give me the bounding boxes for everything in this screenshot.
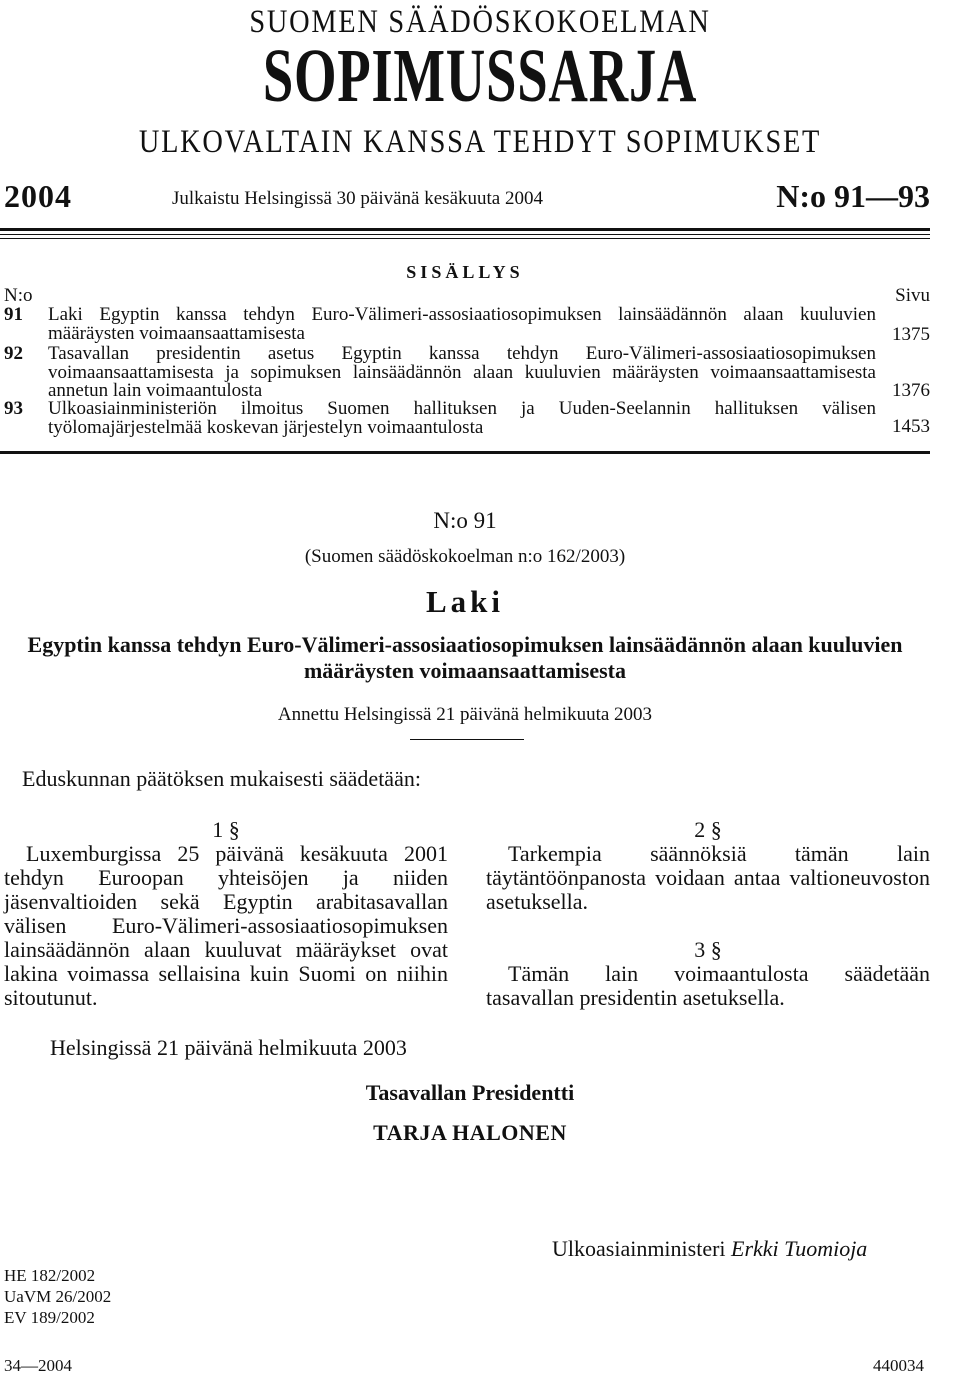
- section-text: Luxemburgissa 25 päivänä kesäkuuta 2001 tehdyn Euroopan yhteisöjen ja niiden jäsenvaltioiden sekä Egyptin arabitasavallan välisen Euro-Välimeri-assosiaatiosopimuksen lainsäädännön alaan kuuluvat määräykset ovat lakina voimassa sellaisina kuin Suomi on niihin sitoutunut.: [4, 841, 448, 1010]
- divider-rule: [0, 228, 930, 231]
- issue-numbers: N:o 91—93: [776, 178, 930, 214]
- law-given-date: Annettu Helsingissä 21 päivänä helmikuuta 2003: [277, 704, 653, 725]
- toc-entry: [0, 400, 930, 440]
- toc-entry-page: 1453: [892, 416, 930, 437]
- masthead-line1: SUOMEN SÄÄDÖSKOKOELMAN: [249, 4, 711, 40]
- minister-title: Ulkoasiainministeri: [552, 1236, 726, 1261]
- toc-column-number: N:o: [4, 285, 33, 306]
- section-text: Tarkempia säännöksiä tämän lain täytäntöönpanosta voidaan antaa valtioneuvoston asetuksella.: [486, 841, 930, 914]
- section-text: Tämän lain voimaantulosta säädetään tasavallan presidentin asetuksella.: [486, 961, 930, 1010]
- toc-entry-number: 92: [4, 343, 23, 364]
- law-title: Egyptin kanssa tehdyn Euro-Välimeri-assosiaatiosopimuksen lainsäädännön alaan kuuluvien määräysten voimaansaattamisesta: [27, 632, 903, 683]
- divider-rule: [0, 238, 930, 239]
- section-label: 1 §: [212, 817, 240, 842]
- section-label: 2 §: [694, 817, 722, 842]
- section-label: 3 §: [694, 937, 722, 962]
- footer-right: 440034: [873, 1356, 924, 1375]
- signatory-title: Tasavallan Presidentti: [365, 1080, 575, 1105]
- enactment-clause: Eduskunnan päätöksen mukaisesti säädetään:: [22, 766, 421, 791]
- section-3: [486, 938, 930, 1010]
- toc-entry-text: Ulkoasiainministeriön ilmoitus Suomen hallituksen ja Uuden-Seelannin hallituksen välisen työlomajärjestelmää koskevan järjestelyn voimaantulosta: [48, 398, 876, 438]
- toc-entry: [0, 345, 930, 403]
- signatory-name: TARJA HALONEN: [373, 1120, 567, 1145]
- reference-item: HE 182/2002: [4, 1266, 96, 1285]
- toc-title: SISÄLLYS: [406, 262, 524, 282]
- toc-entry-text: Laki Egyptin kanssa tehdyn Euro-Välimeri-assosiaatiosopimuksen lainsäädännön alaan kuuluvien määräysten voimaansaattamisesta: [48, 304, 876, 344]
- reference-item: EV 189/2002: [4, 1308, 95, 1327]
- law-reference: (Suomen säädöskokoelman n:o 162/2003): [304, 546, 626, 567]
- masthead-line3: ULKOVALTAIN KANSSA TEHDYT SOPIMUKSET: [138, 124, 822, 160]
- toc-entry-number: 93: [4, 398, 23, 419]
- toc-column-page: Sivu: [895, 285, 930, 306]
- legislative-references: [4, 1265, 111, 1328]
- footer-left: 34—2004: [4, 1356, 72, 1375]
- section-2: [486, 818, 930, 914]
- issue-year: 2004: [4, 178, 72, 214]
- section-1: [4, 818, 448, 1010]
- reference-item: UaVM 26/2002: [4, 1287, 112, 1306]
- divider-rule: [0, 451, 930, 454]
- masthead-title: SOPIMUSSARJA: [262, 34, 698, 118]
- toc-entry-text: Tasavallan presidentin asetus Egyptin kanssa tehdyn Euro-Välimeri-assosiaatiosopimuksen voimaansaattamisesta ja sopimuksen lainsäädännön alaan kuuluvien määräysten voimaansaattamisesta annetun lain voimaantulosta: [48, 343, 876, 401]
- toc-entry-page: 1375: [892, 324, 930, 345]
- law-type: Laki: [425, 584, 505, 619]
- divider-rule: [0, 234, 930, 235]
- toc-entry-page: 1376: [892, 380, 930, 401]
- countersignature: [552, 1236, 867, 1262]
- publication-date: Julkaistu Helsingissä 30 päivänä kesäkuuta 2004: [172, 188, 543, 209]
- signing-place-date: Helsingissä 21 päivänä helmikuuta 2003: [50, 1035, 407, 1060]
- toc-entry-number: 91: [4, 304, 23, 325]
- law-number: N:o 91: [433, 508, 497, 533]
- toc-entry: [0, 306, 930, 346]
- divider-rule: [410, 739, 524, 740]
- minister-name: Erkki Tuomioja: [731, 1236, 868, 1261]
